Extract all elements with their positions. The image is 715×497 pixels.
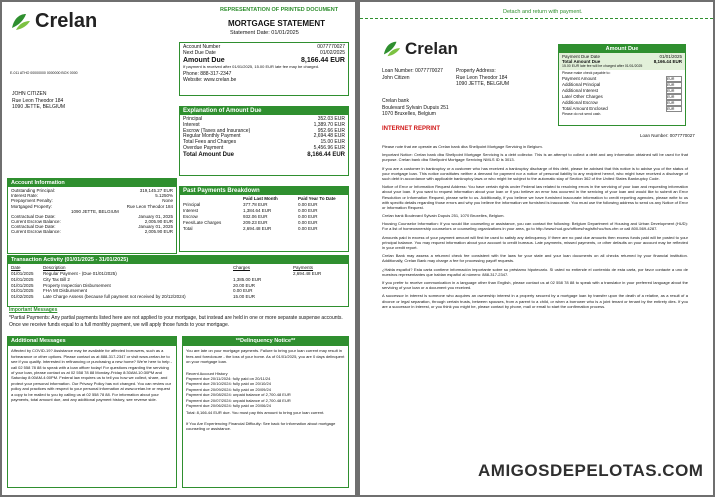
- delinquency-notice-box: **Delinquency Notice** You are late on your mortgage payments. Failure to bring your loan current may result in fees and foreclosure - the loss of your home. As of 01/01/2025, you are 0 days delinquent on your mortgage loan. Recent Account History Payment due 20/11/2024: fully paid on 20/11/24 Payment due 20/10/2024: fully paid on 20/10/24 Payment due 20/09/2024: fully paid on 20/09/24 Payment due 20/08/2024: unpaid balance of 2,700.48 EUR Payment due 20/07/2024: unpaid balance of 2,700.48 EUR Payment due 20/06/2024: fully paid on 20/06/24 Total: 8,166.44 EUR due. You must pay this amount to bring your loan current. If You Are Experiencing Financial Difficulty: See back for information about mortgage counseling or assistance.: [182, 336, 349, 488]
- coupon-line: Additional Principal EUR: [562, 82, 682, 88]
- explain-row: Overdue Payment 5,456.96 EUR: [183, 144, 345, 151]
- explain-row: Regular Monthly Payment 2,694.48 EUR: [183, 133, 345, 140]
- coupon-title: Amount Due: [559, 45, 685, 53]
- crelan-leaf-icon: [382, 40, 402, 58]
- crelan-logo: [10, 10, 97, 33]
- crelan-remit-address: Crelan bank Boulevard Sylvain Dupuis 251 1070 Bruxelles, Belgium: [382, 98, 449, 117]
- statement-front-page: [2, 2, 355, 495]
- past-payments-title: Past Payments Breakdown: [180, 187, 348, 195]
- additional-messages-text: Affected by COVID-19? Assistance may be available for affected borrowers, such as a forbearance or other options. Please contact us at 888-317-2347 or visit www.crelan.be to see if you qualify. Interested in refinancing or purchasing a new home? We're here to help - call 02 558 78 88 to speak with a loan officer today! For questions regarding the servicing of your loan, please contact us at 02 558 78 88 Monday-Friday 8:30AM-10:30PM and Saturday 8:00AM-4:00PM. Federal law requires us to tell you how we collect, share, and protect your personal information. Our Privacy Policy has not changed. You can review our policy and practices with respect to your personal information at www.crelan.be or request a copy to be mailed to you by calling us at 02 558 78 88. For information about your payments, total amount due, and any additional payment history, see reverse side.: [11, 348, 172, 402]
- account-information-box: Account Information Outstanding Principal: 319,145.27 EUR Interest Rate: 5.1250% Prepayment Penalty: None Mortgaged Property: Rue Leon Theodor 184 1090 JETTE, BELGIUM Contractual Due Date: January 01, 2025 Current Escrow Balance: 2,005.90 EUR Contractual Due Date: January 01, 2025 Current Escrow Balance: 2,005.90 EUR: [7, 178, 177, 254]
- explanation-box: [179, 106, 349, 176]
- additional-messages-title: Additional Messages: [8, 337, 176, 346]
- internet-reprint-stamp: INTERNET REPRINT: [382, 126, 441, 132]
- delinquency-text: You are late on your mortgage payments. Failure to bring your loan current may result in fees and foreclosure - the loss of your home. As of 01/01/2025, you are 0 days delinquent on your mortgage loan.: [186, 348, 345, 365]
- total-enclosed-field[interactable]: EUR: [666, 106, 682, 112]
- brand-name: Crelan: [405, 39, 458, 58]
- recent-history-title: Recent Account History: [186, 370, 228, 376]
- statement-back-page: [360, 2, 713, 495]
- property-address: Property Address: Rue Leon Theodor 184 1090 JETTE, BELGIUM: [456, 68, 510, 87]
- coupon-amount-box: Amount Due Payment Due Date 01/01/2025 Total Amount Due 8,166.44 EUR 15.00 EUR late fee will be charged after 01/01/2025 Please make check payable to: Payment Amount EUR Additional Principal EUR Additional Interest EUR Late/ Other Charges EUR Additional Escrow EUR Total Amount Enclosed EUR Please do not send cash.: [558, 44, 686, 126]
- mailing-address: JOHN CITIZEN Rue Leon Theodor 184 1090 JETTE, BELGIUM: [12, 91, 66, 110]
- explain-row: Interest 1,389.70 EUR: [183, 121, 345, 128]
- hardship-note: If You Are Experiencing Financial Difficulty: See back for information about mortgage counseling or assistance.: [186, 420, 336, 432]
- disclosures-body: Please note that we operate as Crelan bank dba Shellpoint Mortgage Servicing in Belgium. Important Notice: Crelan bank dba Shellpoint Mortgage Servicing is a debt collector. This is an attempt to collect a debt and any information obtained will be used for that purpose. Crelan bank dba Shellpoint Mortgage Servicing NMLS ID is 3013. If you are a customer in bankruptcy or a customer who has received a bankruptcy discharge of this debt, please be advised that this notice is to advise you of the status of your mortgage loan. This notice constitutes neither a demand for payment nor a notice of personal liability to any recipient hereof, who might have received a discharge of such debt in accordance with applicable bankruptcy laws or who might be subject to the automatic stay of Section 362 of the United States Bankruptcy Code. Notice of Error or Information Request Address: You have certain rights under Federal law related to resolving errors in the servicing of your loan and requesting information about your loan. If you want to request information about your loan or if you believe an error has occurred in the servicing of your loan and would like to submit an Error Resolution or Information Request, please write to us. Additionally, if you believe we have furnished inaccurate information to credit reporting agencies, please write to us with specific details regarding those errors and why you believe the information we furnished is inaccurate. You must use the following address to send us any Notice of Error or Information Request. Crelan bank Boulevard Sylvain Dupuis 251, 1070 Bruxelles, Belgium. Housing Counselor Information: If you would like counseling or assistance, you can contact the following: Belgium Department of Housing and Urban Development (HUD): For a list of homeownership counselors or counseling organizations in your area, go to http://www.hud.gov/offices/hsg/sfh/hcc/hcs.cfm or call 800-569-4287. Amounts paid in excess of your payment amount will first be used to satisfy any delinquency. If there are no past due amounts then excess funds paid will be posted to your principal balance. You may request information about your account to credit bureaus. Late payments, missed payments, or other defaults on your account may be reflected in your credit report. Crelan Bank may assess a returned check fee consistent with the laws for your state and your loan documents on all checks returned by your financial institution. Additionally, Crelan Bank may charge a fee for processing payoff requests. ¿Habla español? Esta carta contiene información importante sobre su préstamo hipotecario. Si usted no entiende el contenido de esta carta, por favor contacte a uno de nuestros representantes que hablan español al número: 888-317-2347. If you prefer to receive communication in a language other than English, please contact us at 02 558 78 88 to speak with a translator in your preferred language about the servicing of your loan or a document you received. A successor in interest is someone who acquires an ownership interest in a property secured by a mortgage loan by transfer upon the death of a relative, as a result of a divorce or legal separation, through certain trusts, between spouses, from a parent to a child, or when a borrower who is a joint tenant or tenant by the entirety dies. If you are a successor in interest, or you think you might be, please contact by phone, mail or email to start the confirmation process.: [382, 144, 688, 309]
- interest-field[interactable]: EUR: [666, 88, 682, 94]
- detach-note: Detach and return with payment.: [503, 9, 583, 15]
- important-messages-heading: Important Messages: [9, 307, 58, 313]
- explanation-title: Explanation of Amount Due: [180, 107, 348, 115]
- watermark: AMIGOSDEPELOTAS.COM: [478, 461, 704, 480]
- payment-amount-field[interactable]: EUR: [666, 76, 682, 82]
- partial-payments-text: *Partial Payments: Any partial payments listed here are not applied to your mortgage, but instead are held in one or more separate suspense accounts. Once we receive funds equal to a full monthly payment, we will apply those funds to your mortgage.: [9, 315, 343, 328]
- explain-row: Principal 352.03 EUR: [183, 116, 345, 122]
- representation-note: REPRESENTATION OF PRINTED DOCUMENT: [220, 7, 339, 13]
- amount-due-row: Amount Due 8,166.44 EUR: [183, 56, 345, 64]
- page-title: MORTGAGE STATEMENT: [228, 19, 326, 28]
- mail-code: E-011 ATHO 00000000 0000000 BOX 0000: [10, 71, 78, 75]
- brand-name: Crelan: [35, 10, 98, 32]
- additional-messages-box: [7, 336, 177, 488]
- coupon-line: Additional Interest EUR: [562, 88, 682, 94]
- explain-row: Escrow (Taxes and Insurance) 952.66 EUR: [183, 127, 345, 134]
- next-due-row: Next Due Date 01/02/2025: [183, 49, 345, 56]
- coupon-line: Total Amount Enclosed EUR: [562, 106, 682, 112]
- coupon-line: Additional Escrow EUR: [562, 100, 682, 106]
- coupon-line: Payment Amount EUR: [562, 76, 682, 82]
- explain-row: Total Fees and Charges 15.00 EUR: [183, 139, 345, 145]
- loan-number-ref: Loan Number: 0077770027: [640, 133, 695, 138]
- charges-field[interactable]: EUR: [666, 94, 682, 100]
- past-payments-box: Past Payments Breakdown Paid Last Month Paid Year To Date Principal 377.78 EUR 0.00 EUR Interest 1,384.64 EUR 0.00 EUR Escrow 932.06 EUR 0.00 EUR Fees/Late Charges 209.23 EUR 0.00 EUR Total 2,694.48 EUR 0.00 EUR: [179, 186, 349, 252]
- account-summary-box: [179, 42, 349, 96]
- principal-field[interactable]: EUR: [666, 82, 682, 88]
- website-line: Website: www.crelan.be: [183, 76, 237, 83]
- coupon-loan-info: Loan Number: 0077770027 John Citizen: [382, 68, 443, 81]
- statement-date: Statement Date: 01/01/2025: [230, 30, 299, 36]
- delinquency-title: **Delinquency Notice**: [183, 337, 348, 346]
- total-due-row: Total Amount Due 8,166.44 EUR: [183, 151, 345, 158]
- crelan-leaf-icon: [10, 12, 32, 32]
- transaction-title: Transaction Activity (01/01/2025 - 31/01/2025): [8, 256, 348, 264]
- detach-line: [360, 18, 713, 19]
- late-fee-note: If payment is received after 01/01/2025, 15.00 EUR late fee may be charged.: [183, 63, 320, 69]
- phone-line: Phone: 888-317-2347: [183, 70, 232, 77]
- account-info-title: Account Information: [8, 179, 176, 187]
- coupon-line: Late/ Other Charges EUR: [562, 94, 682, 100]
- transaction-activity-box: Transaction Activity (01/01/2025 - 31/01/2025) Date Description Charges Payments 01/01/2025 Regular Payment - (Due 01/01/2025) 2,694.48 EUR 01/01/2025 City Tax Bill 2 1,385.00 EUR 01/01/2025 Property Inspection Disbursement 20.00 EUR 01/01/2025 FHA MI Disbursement 0.00 EUR 01/02/2025 Late Charge Assess (because full payment not received by 20/12/2024) 15.00 EUR: [7, 255, 349, 307]
- crelan-logo: [382, 39, 458, 59]
- escrow-field[interactable]: EUR: [666, 100, 682, 106]
- account-number-row: Account Number 0077770027: [183, 44, 345, 50]
